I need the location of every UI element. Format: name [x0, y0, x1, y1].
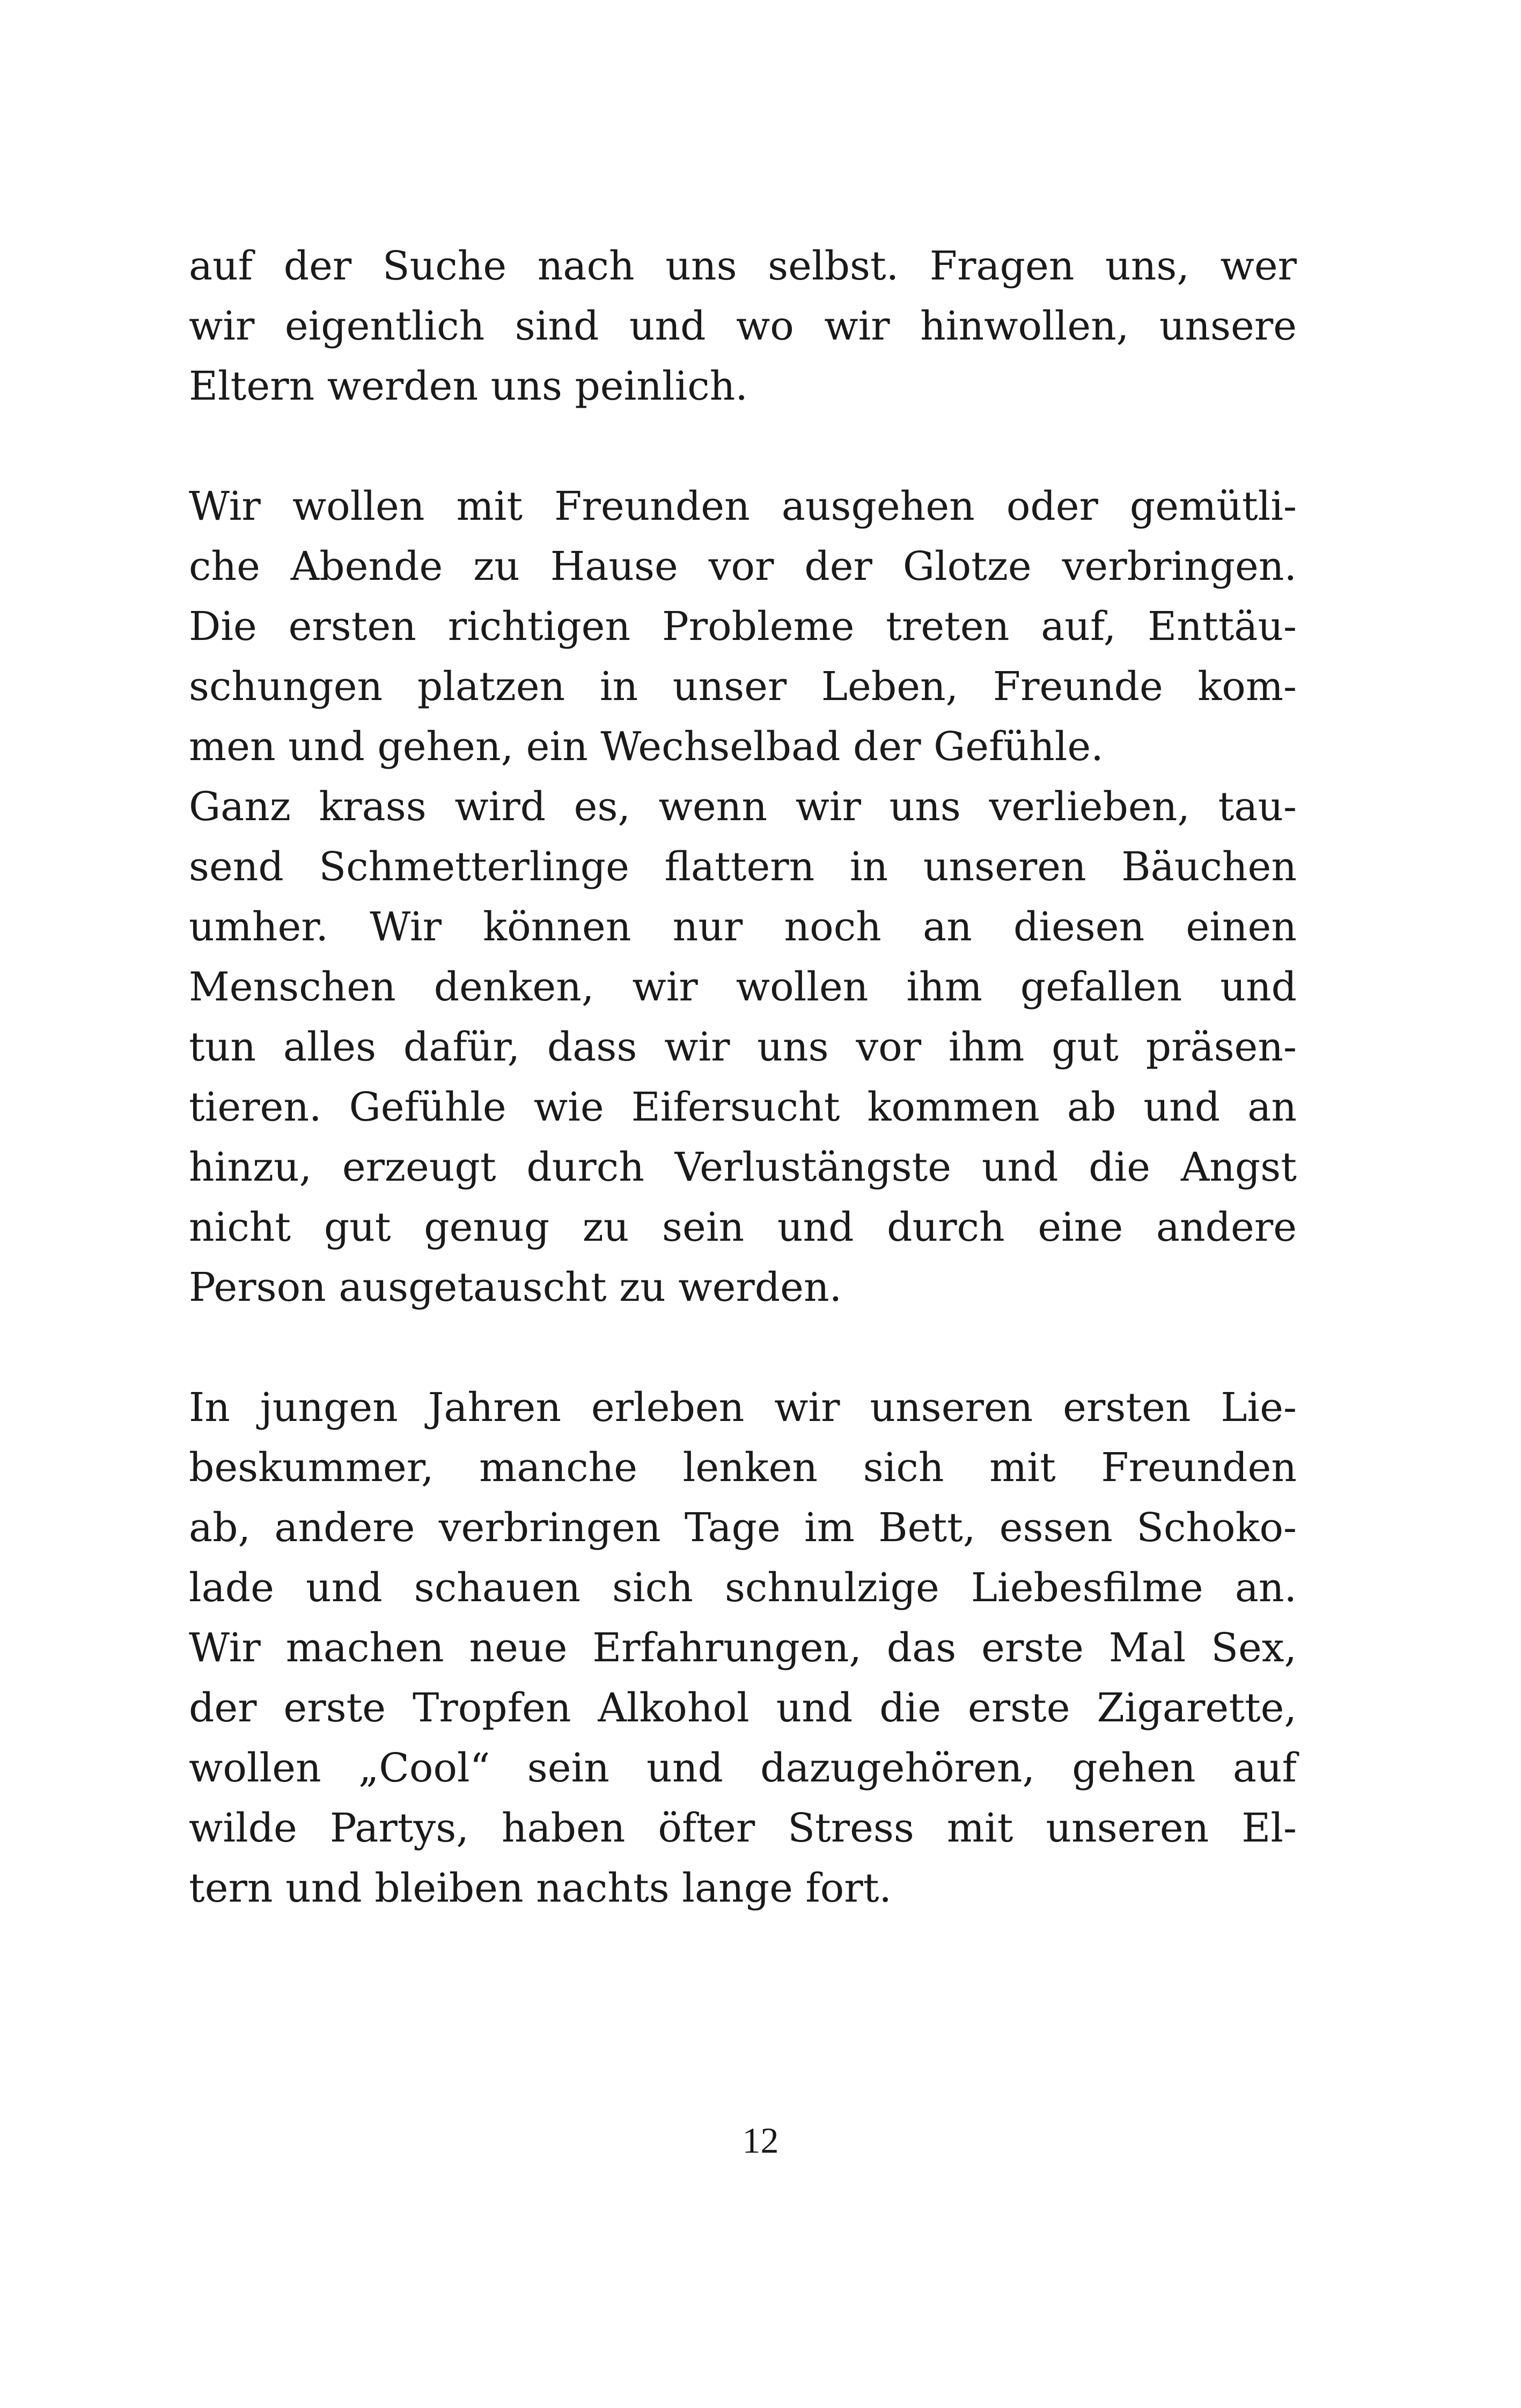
paragraph-2 [189, 476, 1297, 777]
text-line: ab, andere verbringen Tage im Bett, essen Schoko- [189, 1505, 1297, 1551]
text-line: wir eigentlich sind und wo wir hinwollen, unsere [189, 303, 1297, 349]
body-text [189, 236, 1297, 1918]
text-line: lade und schauen sich schnulzige Liebesfilme an. [189, 1565, 1297, 1611]
text-line: che Abende zu Hause vor der Glotze verbringen. [189, 543, 1297, 590]
text-line: tern und bleiben nachts lange fort. [189, 1865, 892, 1911]
text-line: wollen „Cool“ sein und dazugehören, gehen auf [189, 1745, 1297, 1791]
text-line: send Schmetterlinge flattern in unseren Bäuchen [189, 844, 1297, 890]
text-line: Person ausgetauscht zu werden. [189, 1264, 842, 1310]
paragraph-4 [189, 1378, 1297, 1918]
text-line: men und gehen, ein Wechselbad der Gefühle. [189, 724, 1104, 770]
text-line: tieren. Gefühle wie Eifersucht kommen ab und an [189, 1084, 1297, 1130]
text-line: der erste Tropfen Alkohol und die erste Zigarette, [189, 1685, 1297, 1731]
text-line: umher. Wir können nur noch an diesen einen [189, 904, 1297, 950]
text-line: auf der Suche nach uns selbst. Fragen uns, wer [189, 243, 1297, 289]
paragraph-3 [189, 777, 1297, 1317]
text-line: wilde Partys, haben öfter Stress mit unseren El- [189, 1805, 1297, 1851]
paragraph-gap [189, 1317, 1297, 1378]
text-line: beskummer, manche lenken sich mit Freunden [189, 1445, 1297, 1491]
text-line: Ganz krass wird es, wenn wir uns verlieben, tau- [189, 784, 1297, 830]
text-line: nicht gut genug zu sein und durch eine andere [189, 1204, 1297, 1250]
text-line: Menschen denken, wir wollen ihm gefallen und [189, 964, 1297, 1010]
text-line: Die ersten richtigen Probleme treten auf, Enttäu- [189, 603, 1297, 650]
text-line: hinzu, erzeugt durch Verlustängste und die Angst [189, 1144, 1297, 1190]
paragraph-gap [189, 416, 1297, 476]
paragraph-1 [189, 236, 1297, 416]
text-line: tun alles dafür, dass wir uns vor ihm gut präsen- [189, 1024, 1297, 1070]
text-line: schungen platzen in unser Leben, Freunde kom- [189, 664, 1297, 710]
text-line: Wir machen neue Erfahrungen, das erste Mal Sex, [189, 1625, 1297, 1671]
text-line: In jungen Jahren erleben wir unseren ersten Lie- [189, 1385, 1297, 1431]
page-number: 12 [742, 2120, 779, 2161]
text-line: Eltern werden uns peinlich. [189, 363, 748, 409]
text-line: Wir wollen mit Freunden ausgehen oder gemütli- [189, 483, 1297, 529]
